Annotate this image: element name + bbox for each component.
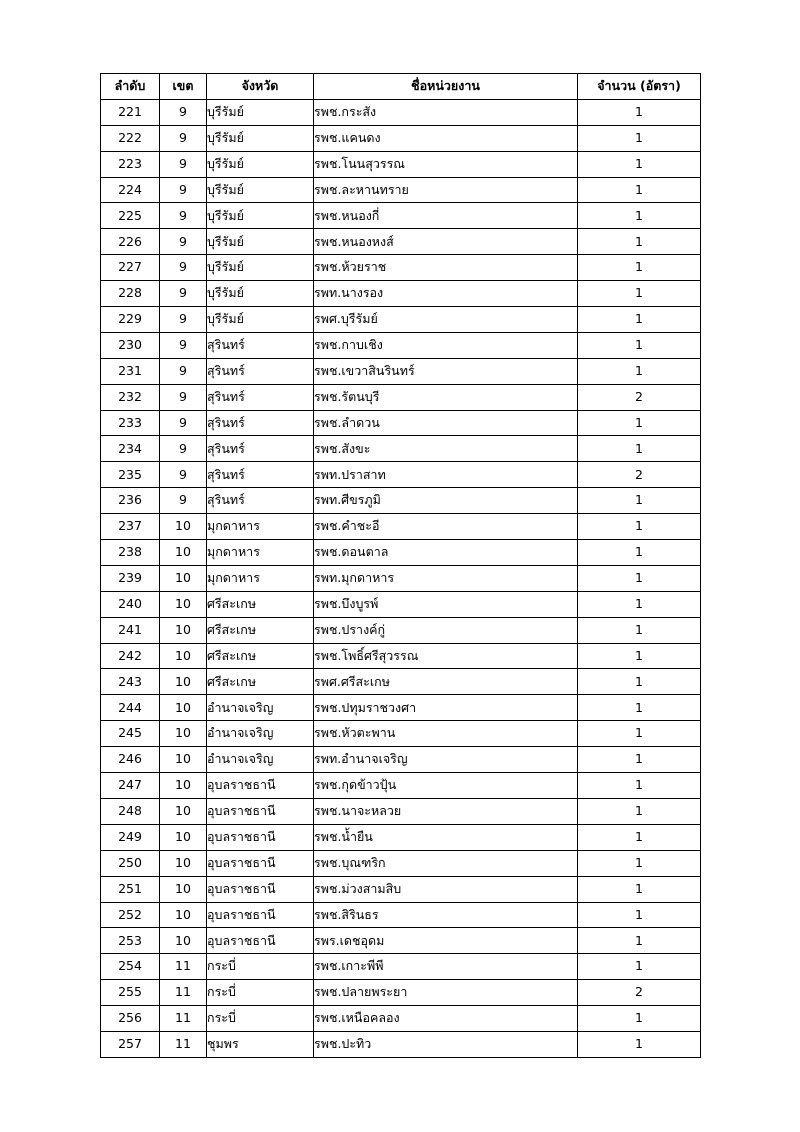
cell-province: บุรีรัมย์ [207, 281, 314, 307]
cell-num: 241 [101, 617, 160, 643]
cell-unit: รพช.บึงบูรพ์ [314, 591, 578, 617]
cell-count: 1 [578, 332, 701, 358]
cell-num: 245 [101, 721, 160, 747]
cell-unit: รพช.กระสัง [314, 99, 578, 125]
cell-zone: 9 [160, 255, 207, 281]
cell-unit: รพร.เดชอุดม [314, 928, 578, 954]
cell-unit: รพช.แคนดง [314, 125, 578, 151]
cell-num: 247 [101, 773, 160, 799]
cell-unit: รพช.ม่วงสามสิบ [314, 876, 578, 902]
table-row [101, 850, 701, 876]
cell-unit: รพท.ปราสาท [314, 462, 578, 488]
cell-unit: รพช.หนองกี่ [314, 203, 578, 229]
cell-num: 225 [101, 203, 160, 229]
cell-count: 2 [578, 980, 701, 1006]
cell-province: ชุมพร [207, 1031, 314, 1057]
cell-count: 1 [578, 954, 701, 980]
cell-province: อำนาจเจริญ [207, 695, 314, 721]
cell-province: ศรีสะเกษ [207, 643, 314, 669]
cell-zone: 10 [160, 540, 207, 566]
header-zone: เขต [160, 74, 207, 100]
cell-unit: รพช.น้ำยืน [314, 824, 578, 850]
table-row [101, 177, 701, 203]
cell-num: 224 [101, 177, 160, 203]
header-province: จังหวัด [207, 74, 314, 100]
header-count: จำนวน (อัตรา) [578, 74, 701, 100]
cell-province: ศรีสะเกษ [207, 669, 314, 695]
table-row [101, 307, 701, 333]
cell-zone: 9 [160, 307, 207, 333]
cell-province: บุรีรัมย์ [207, 203, 314, 229]
cell-count: 1 [578, 928, 701, 954]
cell-zone: 10 [160, 565, 207, 591]
cell-province: มุกดาหาร [207, 565, 314, 591]
cell-province: บุรีรัมย์ [207, 307, 314, 333]
table-row [101, 721, 701, 747]
cell-zone: 10 [160, 617, 207, 643]
cell-zone: 11 [160, 980, 207, 1006]
cell-count: 1 [578, 902, 701, 928]
cell-count: 1 [578, 125, 701, 151]
cell-zone: 9 [160, 436, 207, 462]
cell-count: 1 [578, 1006, 701, 1032]
table-row [101, 281, 701, 307]
cell-count: 1 [578, 229, 701, 255]
cell-unit: รพช.เหนือคลอง [314, 1006, 578, 1032]
cell-count: 1 [578, 203, 701, 229]
table-row [101, 436, 701, 462]
cell-count: 1 [578, 565, 701, 591]
cell-count: 1 [578, 255, 701, 281]
cell-count: 1 [578, 643, 701, 669]
cell-zone: 9 [160, 332, 207, 358]
cell-province: อุบลราชธานี [207, 773, 314, 799]
cell-unit: รพช.ปะทิว [314, 1031, 578, 1057]
cell-zone: 10 [160, 695, 207, 721]
cell-unit: รพท.มุกดาหาร [314, 565, 578, 591]
table-row [101, 773, 701, 799]
cell-province: บุรีรัมย์ [207, 151, 314, 177]
cell-num: 231 [101, 358, 160, 384]
cell-num: 254 [101, 954, 160, 980]
cell-unit: รพช.ละหานทราย [314, 177, 578, 203]
cell-province: ศรีสะเกษ [207, 617, 314, 643]
cell-num: 238 [101, 540, 160, 566]
cell-unit: รพช.สิรินธร [314, 902, 578, 928]
cell-num: 233 [101, 410, 160, 436]
cell-num: 234 [101, 436, 160, 462]
cell-unit: รพท.ศีขรภูมิ [314, 488, 578, 514]
cell-num: 250 [101, 850, 160, 876]
cell-zone: 9 [160, 229, 207, 255]
header-num: ลำดับ [101, 74, 160, 100]
table-row [101, 99, 701, 125]
cell-num: 221 [101, 99, 160, 125]
table-header [101, 74, 701, 100]
cell-zone: 9 [160, 99, 207, 125]
cell-count: 2 [578, 384, 701, 410]
cell-num: 235 [101, 462, 160, 488]
cell-count: 1 [578, 1031, 701, 1057]
cell-unit: รพช.ปรางค์กู่ [314, 617, 578, 643]
cell-province: อุบลราชธานี [207, 824, 314, 850]
table-body [101, 99, 701, 1057]
cell-count: 1 [578, 151, 701, 177]
table-row [101, 747, 701, 773]
table-row [101, 928, 701, 954]
cell-unit: รพช.ลำดวน [314, 410, 578, 436]
cell-num: 239 [101, 565, 160, 591]
cell-province: อุบลราชธานี [207, 798, 314, 824]
table-row [101, 876, 701, 902]
table-row [101, 488, 701, 514]
cell-num: 243 [101, 669, 160, 695]
cell-count: 1 [578, 488, 701, 514]
cell-province: อุบลราชธานี [207, 902, 314, 928]
cell-zone: 9 [160, 203, 207, 229]
staffing-table [100, 73, 701, 1058]
table-row [101, 695, 701, 721]
cell-count: 1 [578, 436, 701, 462]
table-row [101, 384, 701, 410]
table-row [101, 1031, 701, 1057]
table-row [101, 514, 701, 540]
cell-zone: 9 [160, 281, 207, 307]
cell-province: กระบี่ [207, 1006, 314, 1032]
cell-count: 1 [578, 747, 701, 773]
cell-province: อุบลราชธานี [207, 928, 314, 954]
cell-num: 230 [101, 332, 160, 358]
cell-unit: รพศ.ศรีสะเกษ [314, 669, 578, 695]
cell-count: 1 [578, 514, 701, 540]
cell-num: 232 [101, 384, 160, 410]
cell-unit: รพช.บุณฑริก [314, 850, 578, 876]
cell-unit: รพช.หนองหงส์ [314, 229, 578, 255]
cell-count: 1 [578, 99, 701, 125]
cell-province: สุรินทร์ [207, 358, 314, 384]
table-row [101, 1006, 701, 1032]
cell-num: 246 [101, 747, 160, 773]
cell-count: 1 [578, 177, 701, 203]
cell-province: มุกดาหาร [207, 514, 314, 540]
cell-count: 2 [578, 462, 701, 488]
table-row [101, 229, 701, 255]
table-row [101, 462, 701, 488]
cell-count: 1 [578, 824, 701, 850]
cell-count: 1 [578, 695, 701, 721]
cell-province: บุรีรัมย์ [207, 177, 314, 203]
cell-num: 252 [101, 902, 160, 928]
cell-zone: 10 [160, 747, 207, 773]
table-row [101, 151, 701, 177]
table-row [101, 125, 701, 151]
cell-num: 253 [101, 928, 160, 954]
cell-zone: 10 [160, 773, 207, 799]
cell-num: 237 [101, 514, 160, 540]
cell-num: 228 [101, 281, 160, 307]
cell-zone: 10 [160, 928, 207, 954]
cell-unit: รพช.นาจะหลวย [314, 798, 578, 824]
cell-zone: 11 [160, 1006, 207, 1032]
cell-unit: รพท.นางรอง [314, 281, 578, 307]
cell-zone: 10 [160, 514, 207, 540]
cell-zone: 10 [160, 643, 207, 669]
table-row [101, 540, 701, 566]
cell-count: 1 [578, 669, 701, 695]
cell-zone: 10 [160, 798, 207, 824]
cell-num: 223 [101, 151, 160, 177]
cell-unit: รพช.ดอนตาล [314, 540, 578, 566]
cell-zone: 11 [160, 1031, 207, 1057]
cell-num: 240 [101, 591, 160, 617]
cell-unit: รพช.ห้วยราช [314, 255, 578, 281]
cell-province: อำนาจเจริญ [207, 747, 314, 773]
table-row [101, 358, 701, 384]
table-row [101, 410, 701, 436]
table-row [101, 203, 701, 229]
cell-count: 1 [578, 358, 701, 384]
table-row [101, 902, 701, 928]
cell-unit: รพช.ปทุมราชวงศา [314, 695, 578, 721]
cell-count: 1 [578, 876, 701, 902]
cell-zone: 10 [160, 876, 207, 902]
cell-unit: รพช.หัวตะพาน [314, 721, 578, 747]
cell-zone: 9 [160, 410, 207, 436]
table-row [101, 824, 701, 850]
cell-count: 1 [578, 540, 701, 566]
cell-zone: 9 [160, 384, 207, 410]
cell-num: 249 [101, 824, 160, 850]
header-unit: ชื่อหน่วยงาน [314, 74, 578, 100]
cell-province: สุรินทร์ [207, 488, 314, 514]
cell-num: 248 [101, 798, 160, 824]
cell-count: 1 [578, 798, 701, 824]
cell-num: 255 [101, 980, 160, 1006]
cell-unit: รพช.ปลายพระยา [314, 980, 578, 1006]
cell-province: กระบี่ [207, 980, 314, 1006]
header-row [101, 74, 701, 100]
cell-count: 1 [578, 773, 701, 799]
cell-province: กระบี่ [207, 954, 314, 980]
cell-count: 1 [578, 281, 701, 307]
cell-unit: รพช.เขวาสินรินทร์ [314, 358, 578, 384]
cell-province: อำนาจเจริญ [207, 721, 314, 747]
table-row [101, 643, 701, 669]
cell-province: อุบลราชธานี [207, 850, 314, 876]
cell-zone: 10 [160, 824, 207, 850]
table-row [101, 617, 701, 643]
cell-num: 256 [101, 1006, 160, 1032]
cell-unit: รพช.คำชะอี [314, 514, 578, 540]
cell-unit: รพช.กุดข้าวปุ้น [314, 773, 578, 799]
cell-province: สุรินทร์ [207, 410, 314, 436]
cell-province: บุรีรัมย์ [207, 125, 314, 151]
cell-province: สุรินทร์ [207, 436, 314, 462]
table-row [101, 798, 701, 824]
cell-province: มุกดาหาร [207, 540, 314, 566]
cell-unit: รพช.กาบเชิง [314, 332, 578, 358]
cell-count: 1 [578, 721, 701, 747]
cell-province: สุรินทร์ [207, 384, 314, 410]
cell-province: บุรีรัมย์ [207, 255, 314, 281]
cell-unit: รพช.โพธิ์ศรีสุวรรณ [314, 643, 578, 669]
cell-unit: รพช.รัตนบุรี [314, 384, 578, 410]
cell-count: 1 [578, 617, 701, 643]
cell-province: สุรินทร์ [207, 332, 314, 358]
table-row [101, 669, 701, 695]
cell-num: 226 [101, 229, 160, 255]
cell-count: 1 [578, 591, 701, 617]
cell-zone: 9 [160, 462, 207, 488]
table-row [101, 591, 701, 617]
cell-num: 222 [101, 125, 160, 151]
cell-unit: รพช.โนนสุวรรณ [314, 151, 578, 177]
cell-province: สุรินทร์ [207, 462, 314, 488]
cell-num: 227 [101, 255, 160, 281]
cell-zone: 9 [160, 151, 207, 177]
cell-province: บุรีรัมย์ [207, 99, 314, 125]
cell-unit: รพช.เกาะพีพี [314, 954, 578, 980]
table-row [101, 332, 701, 358]
cell-zone: 10 [160, 591, 207, 617]
table-row [101, 980, 701, 1006]
cell-zone: 10 [160, 902, 207, 928]
cell-count: 1 [578, 850, 701, 876]
table-row [101, 255, 701, 281]
cell-num: 242 [101, 643, 160, 669]
cell-province: บุรีรัมย์ [207, 229, 314, 255]
cell-count: 1 [578, 307, 701, 333]
cell-zone: 10 [160, 850, 207, 876]
table-row [101, 565, 701, 591]
cell-num: 236 [101, 488, 160, 514]
cell-unit: รพช.สังขะ [314, 436, 578, 462]
cell-zone: 11 [160, 954, 207, 980]
cell-num: 251 [101, 876, 160, 902]
cell-zone: 9 [160, 177, 207, 203]
cell-zone: 9 [160, 358, 207, 384]
cell-province: อุบลราชธานี [207, 876, 314, 902]
cell-count: 1 [578, 410, 701, 436]
cell-zone: 9 [160, 488, 207, 514]
cell-zone: 10 [160, 669, 207, 695]
cell-unit: รพศ.บุรีรัมย์ [314, 307, 578, 333]
cell-num: 257 [101, 1031, 160, 1057]
cell-zone: 9 [160, 125, 207, 151]
cell-zone: 10 [160, 721, 207, 747]
table-row [101, 954, 701, 980]
cell-unit: รพท.อำนาจเจริญ [314, 747, 578, 773]
cell-num: 244 [101, 695, 160, 721]
cell-province: ศรีสะเกษ [207, 591, 314, 617]
cell-num: 229 [101, 307, 160, 333]
